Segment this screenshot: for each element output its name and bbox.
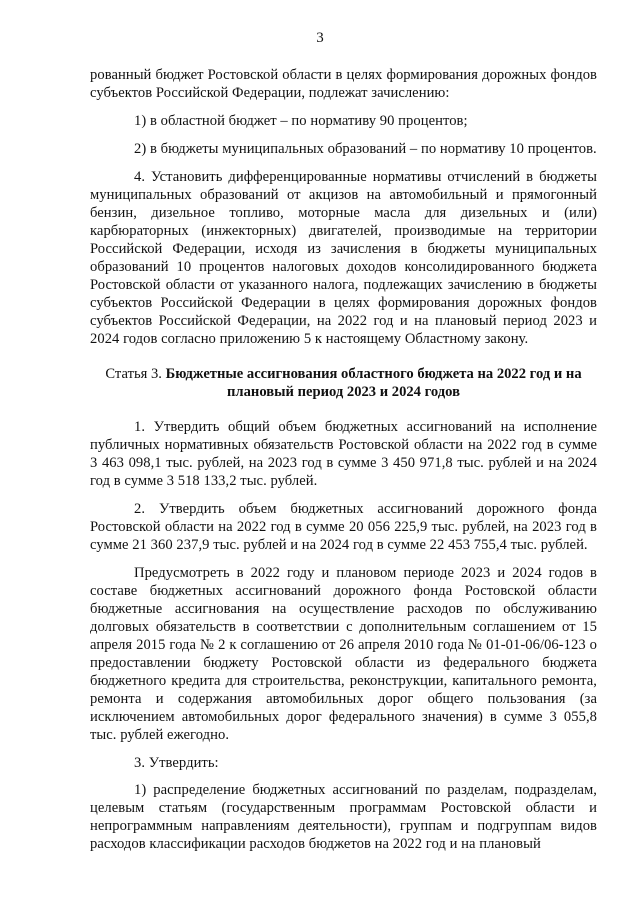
article-label: Статья 3. <box>105 366 162 382</box>
paragraph: Предусмотреть в 2022 году и плановом периоде 2023 и 2024 годов в составе бюджетных ассигнований дорожного фонда Ростовской области бюджетные ассигнования на осуществление расходов по обслуживанию долговых обязательств в соответствии с дополнительным соглашением от 15 апреля 2015 года № 2 к соглашению от 26 апреля 2010 года № 01-01-06/06-123 о предоставлении бюджету Ростовской области из федерального бюджета бюджетного кредита для строительства, реконструкции, капитального ремонта, ремонта и содержания автомобильных дорог общего пользования (за исключением автомобильных дорог федерального значения) в сумме 3 055,8 тыс. рублей ежегодно. <box>90 565 597 743</box>
paragraph: рованный бюджет Ростовской области в целях формирования дорожных фондов субъектов Российской Федерации, подлежат зачислению: <box>90 67 597 101</box>
paragraph: 3. Утвердить: <box>134 755 219 771</box>
paragraph: 4. Установить дифференцированные нормативы отчислений в бюджеты муниципальных образований от акцизов на автомобильный и прямогонный бензин, дизельное топливо, моторные масла для дизельных и (или) карбюраторных (инжекторных) двигателей, производимые на территории Российской Федерации, исходя из зачисления в бюджеты муниципальных образований 10 процентов налоговых доходов консолидированного бюджета Ростовской области от указанного налога, подлежащих зачислению в бюджеты субъектов Российской Федерации в целях формирования дорожных фондов субъектов Российской Федерации, на 2022 год и на плановый период 2023 и 2024 годов согласно приложению 5 к настоящему Областному закону. <box>90 169 597 347</box>
list-item: 1) в областной бюджет – по нормативу 90 процентов; <box>134 113 468 129</box>
list-item: 1) распределение бюджетных ассигнований по разделам, подразделам, целевым статьям (государственным программам Ростовской области и непрограммным направлениям деятельности), группам и подгруппам видов расходов классификации расходов бюджетов на 2022 год и на плановый <box>90 782 597 852</box>
article-title: Бюджетные ассигнования областного бюджета на 2022 год и на плановый период 2023 и 2024 годов <box>165 366 582 400</box>
list-item: 2) в бюджеты муниципальных образований – по нормативу 10 процентов. <box>134 141 597 157</box>
paragraph: 2. Утвердить объем бюджетных ассигнований дорожного фонда Ростовской области на 2022 год в сумме 20 056 225,9 тыс. рублей, на 2023 год в сумме 21 360 237,9 тыс. рублей и на 2024 год в сумме 22 453 755,4 тыс. рублей. <box>90 501 597 553</box>
paragraph: 1. Утвердить общий объем бюджетных ассигнований на исполнение публичных нормативных обязательств Ростовской области на 2022 год в сумме 3 463 098,1 тыс. рублей, на 2023 год в сумме 3 450 971,8 тыс. рублей и на 2024 год в сумме 3 518 133,2 тыс. рублей. <box>90 419 597 489</box>
page-number: 3 <box>316 30 324 46</box>
article-heading <box>90 365 597 401</box>
document-body <box>90 66 597 863</box>
